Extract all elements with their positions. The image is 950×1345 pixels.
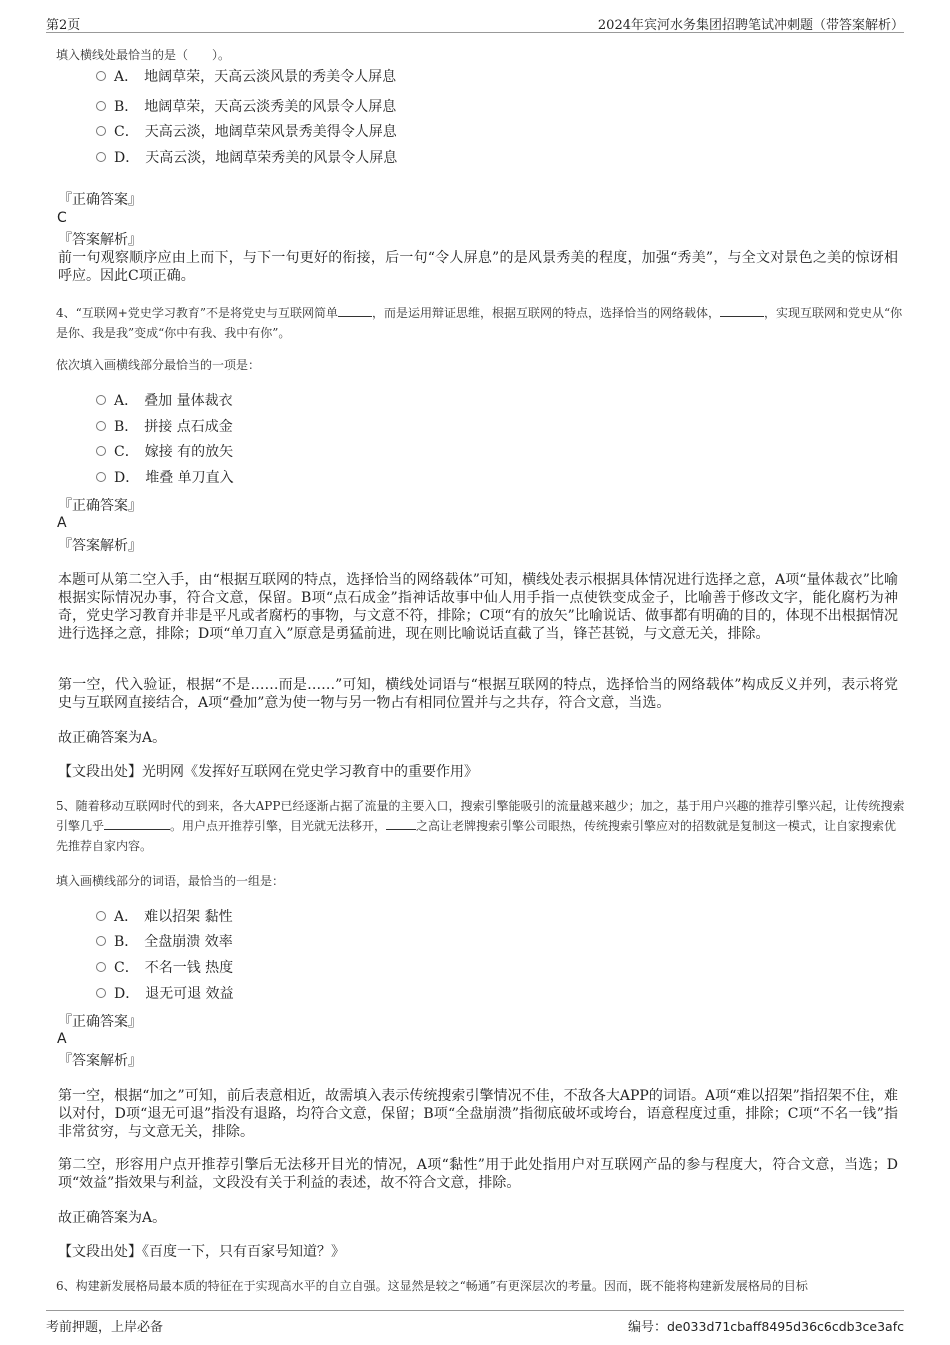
- radio-icon[interactable]: [96, 101, 106, 111]
- radio-icon[interactable]: [96, 126, 106, 136]
- q3-analysis: 前一句观察顺序应由上而下，与下一句更好的衔接，后一句“令人屏息”的是风景秀美的程度，加强“秀美”，与全文对景色之美的惊讶相呼应。因此C项正确。: [58, 250, 898, 284]
- q5-option-a[interactable]: A． 难以招架 黏性: [96, 906, 233, 928]
- q4-option-d[interactable]: D． 堆叠 单刀直入: [96, 467, 234, 489]
- q3-option-d[interactable]: D． 天高云淡，地阔草荣秀美的风景令人屏息: [96, 147, 397, 169]
- footer-slogan: 考前押题，上岸必备: [46, 1320, 164, 1335]
- q4-analysis-p1: 本题可从第二空入手，由“根据互联网的特点，选择恰当的网络载体”可知，横线处表示根据具体情况进行选择之意，A项“量体裁衣”比喻根据实际情况办事，符合文意，保留。B项“点石成金”指神话故事中仙人用手指一点使铁变成金子，比喻善于修改文字，能化腐朽为神奇，党史学习教育并非是平凡或者腐朽的事物，与文意不符，排除；C项“有的放矢”比喻说话、做事都有明确的目的，体现不出根据情况进行选择之意，排除；D项“单刀直入”原意是勇猛前进，现在则比喻说话直截了当，锋芒甚锐，与文意无关，排除。: [58, 572, 898, 642]
- radio-icon[interactable]: [96, 472, 106, 482]
- q4-option-b[interactable]: B． 拼接 点石成金: [96, 416, 233, 438]
- q4-option-c[interactable]: C． 嫁接 有的放矢: [96, 441, 233, 463]
- q3-answer-label: 『正确答案』: [58, 192, 142, 208]
- blank: [338, 304, 372, 317]
- radio-icon[interactable]: [96, 962, 106, 972]
- q3-stem: 填入横线处最恰当的是（ ）。: [56, 48, 231, 62]
- q3-option-c[interactable]: C． 天高云淡，地阔草荣风景秀美得令人屏息: [96, 121, 397, 143]
- q4-stem: 4、“互联网+党史学习教育”不是将党史与互联网简单 ，而是运用辩证思维，根据互联网的特点，选择恰当的网络载体， ，实现互联网和党史从“你是你、我是我”变成“你中有我、我中有你”。: [56, 306, 903, 340]
- q5-prompt: 填入画横线部分的词语，最恰当的一组是：: [56, 874, 285, 888]
- q4-source: 【文段出处】光明网《发挥好互联网在党史学习教育中的重要作用》: [58, 764, 478, 780]
- q4-answer: A: [57, 515, 67, 531]
- radio-icon[interactable]: [96, 446, 106, 456]
- page-footer: [46, 1310, 904, 1345]
- q5-answer: A: [57, 1031, 67, 1047]
- blank: [104, 817, 170, 830]
- page-number: 第2页: [46, 18, 81, 33]
- page-header: [46, 0, 904, 33]
- radio-icon[interactable]: [96, 152, 106, 162]
- radio-icon[interactable]: [96, 988, 106, 998]
- q5-analysis-p1: 第一空，根据“加之”可知，前后表意相近，故需填入表示传统搜索引擎情况不佳，不敌各大APP的词语。A项“难以招架”指招架不住，难以对付，D项“退无可退”指没有退路，均符合文意，保留；B项“全盘崩溃”指彻底破坏或垮台，语意程度过重，排除；C项“不名一钱”指非常贫穷，与文意无关，排除。: [58, 1088, 898, 1140]
- document-title: 2024年宾河水务集团招聘笔试冲刺题（带答案解析）: [597, 18, 904, 33]
- radio-icon[interactable]: [96, 936, 106, 946]
- q5-option-c[interactable]: C． 不名一钱 热度: [96, 957, 233, 979]
- q3-answer: C: [57, 210, 67, 226]
- q5-option-b[interactable]: B． 全盘崩溃 效率: [96, 931, 233, 953]
- radio-icon[interactable]: [96, 421, 106, 431]
- q4-analysis-label: 『答案解析』: [58, 538, 142, 554]
- q3-analysis-label: 『答案解析』: [58, 232, 142, 248]
- q4-prompt: 依次填入画横线部分最恰当的一项是：: [56, 358, 261, 372]
- q3-option-b[interactable]: B． 地阔草荣，天高云淡秀美的风景令人屏息: [96, 96, 396, 118]
- q5-analysis-label: 『答案解析』: [58, 1053, 142, 1069]
- q3-option-a[interactable]: A． 地阔草荣，天高云淡风景的秀美令人屏息: [96, 66, 396, 88]
- radio-icon[interactable]: [96, 395, 106, 405]
- q4-analysis-p2: 第一空，代入验证，根据“不是……而是……”可知，横线处词语与“根据互联网的特点，选择恰当的网络载体”构成反义并列，表示将党史与互联网直接结合，A项“叠加”意为使一物与另一物占有相同位置并与之共存，符合文意，当选。: [58, 677, 898, 711]
- blank: [386, 817, 416, 830]
- q5-analysis-conclusion: 故正确答案为A。: [58, 1210, 167, 1226]
- document-code: 编号：de033d71cbaff8495d36c6cdb3ce3afc: [627, 1319, 904, 1335]
- q6-stem: 6、构建新发展格局最本质的特征在于实现高水平的自立自强。这显然是较之“畅通”有更深层次的考量。因而，既不能将构建新发展格局的目标: [56, 1279, 808, 1293]
- q5-analysis-p2: 第二空，形容用户点开推荐引擎后无法移开目光的情况，A项“黏性”用于此处指用户对互联网产品的参与程度大，符合文意，当选；D项“效益”指效果与利益，文段没有关于利益的表述，故不符合文意，排除。: [58, 1157, 898, 1191]
- q5-stem: 5、随着移动互联网时代的到来，各大APP已经逐渐占据了流量的主要入口，搜索引擎能吸引的流量越来越少；加之，基于用户兴趣的推荐引擎兴起，让传统搜索引擎几乎 。用户点开推荐引擎，目光就无法移开， 之高让老牌搜索引擎公司眼热，传统搜索引擎应对的招数就是复制这一模式，让自家搜索优先推荐自家内容。: [56, 799, 905, 853]
- q5-source: 【文段出处】《百度一下，只有百家号知道？》: [58, 1244, 345, 1260]
- q4-answer-label: 『正确答案』: [58, 498, 142, 514]
- q5-option-d[interactable]: D． 退无可退 效益: [96, 983, 234, 1005]
- q4-option-a[interactable]: A． 叠加 量体裁衣: [96, 390, 233, 412]
- q4-analysis-conclusion: 故正确答案为A。: [58, 730, 167, 746]
- blank: [720, 304, 764, 317]
- q5-answer-label: 『正确答案』: [58, 1014, 142, 1030]
- radio-icon[interactable]: [96, 71, 106, 81]
- radio-icon[interactable]: [96, 911, 106, 921]
